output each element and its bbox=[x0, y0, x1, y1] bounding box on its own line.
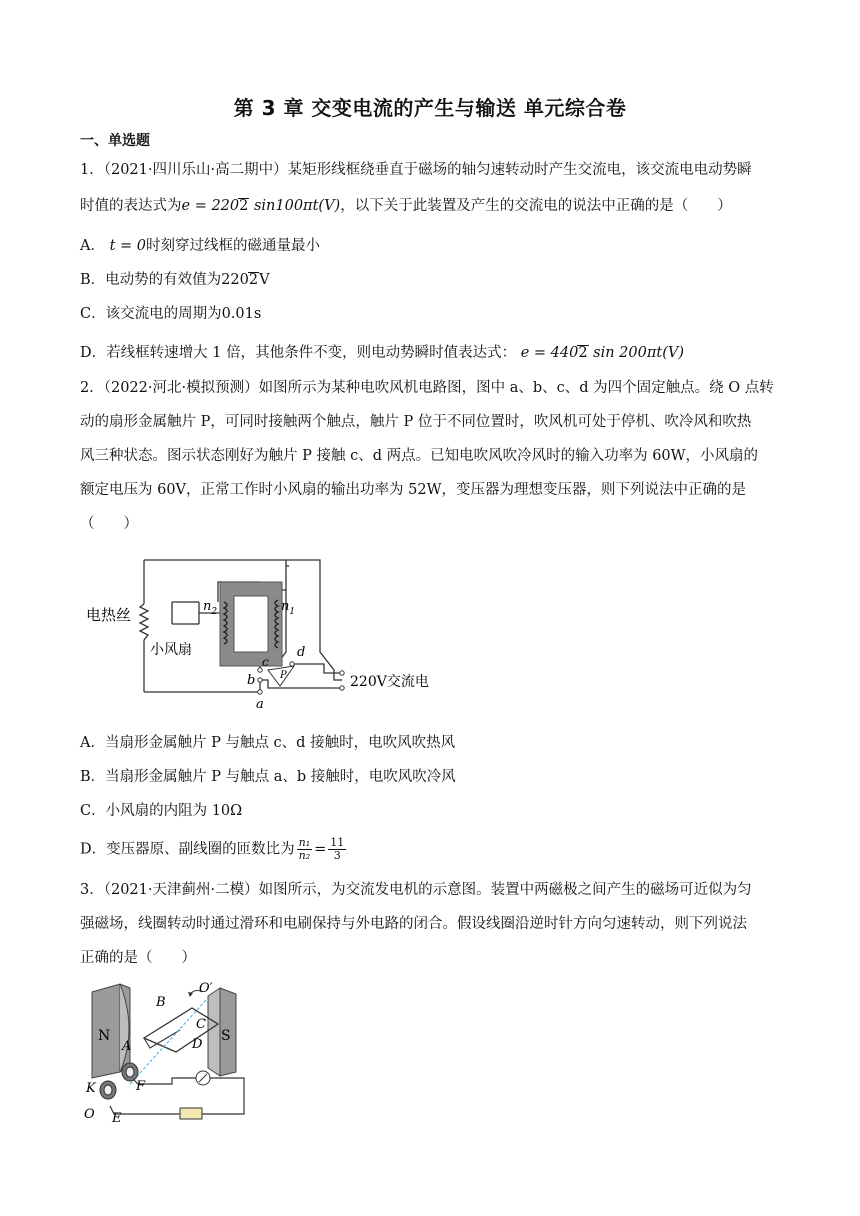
terminal-2 bbox=[340, 686, 344, 690]
contact-b-label: b bbox=[247, 673, 256, 688]
q1-option-d-expression: e = 4402 sin 200πt(V) bbox=[520, 345, 685, 361]
q2-option-d: D．变压器原、副线圈的匝数比为 $\frac{\text{n₁}}{\text{n₂}}$ = $\frac{11}{3}$ bbox=[80, 836, 345, 862]
contact-a bbox=[258, 690, 262, 694]
n1-label: $n_1$ bbox=[281, 599, 296, 617]
q1-option-b: B．电动势的有效值为2202V bbox=[80, 272, 270, 288]
ac-generator-diagram bbox=[80, 980, 260, 1126]
q2-stem-line3: 风三种状态。图示状态刚好为触片 P 接触 c、d 两点。已知电吹风吹冷风时的输入功率为 60W，小风扇的 bbox=[80, 448, 759, 464]
supply-label: 220V交流电 bbox=[350, 674, 429, 690]
fan-label: 小风扇 bbox=[150, 642, 192, 658]
page-title: 第 3 章 交变电流的产生与输送 单元综合卷 bbox=[233, 96, 627, 120]
section-heading: 一、单选题 bbox=[80, 133, 150, 149]
q2-option-b: B．当扇形金属触片 P 与触点 a、b 接触时，电吹风吹冷风 bbox=[80, 769, 456, 785]
q1-expression: e = 2202 sin100πt(V) bbox=[181, 198, 341, 214]
contact-b bbox=[258, 678, 262, 682]
label-n: N bbox=[98, 1028, 111, 1044]
contact-d-label: d bbox=[297, 645, 306, 660]
q2-stem-line4: 额定电压为 60V，正常工作时小风扇的输出功率为 52W，变压器为理想变压器，则下列说法中正确的是 bbox=[80, 482, 746, 498]
sector-p-label: P bbox=[280, 670, 287, 681]
q3-stem-line2: 强磁场，线圈转动时通过滑环和电刷保持与外电路的闭合。假设线圈沿逆时针方向匀速转动，则下列说法 bbox=[80, 916, 747, 932]
q3-stem-line1: 3．（2021·天津蓟州·二模）如图所示，为交流发电机的示意图。装置中两磁极之间产生的磁场可近似为匀 bbox=[80, 882, 752, 898]
label-a: A bbox=[122, 1039, 132, 1054]
q2-option-a: A．当扇形金属触片 P 与触点 c、d 接触时，电吹风吹热风 bbox=[80, 735, 456, 751]
q2-stem-line2: 动的扇形金属触片 P，可同时接触两个触点，触片 P 位于不同位置时，吹风机可处于停机、吹冷风和吹热 bbox=[80, 414, 752, 430]
q2-stem-line5: （ ） bbox=[80, 516, 138, 532]
q1-stem-line2: 时值的表达式为e = 2202 sin100πt(V)，以下关于此装置及产生的交流电的说法中正确的是（ ） bbox=[80, 198, 732, 214]
q1-stem-line1: 1．（2021·四川乐山·高二期中）某矩形线框绕垂直于磁场的轴匀速转动时产生交流电，该交流电电动势瞬 bbox=[80, 162, 752, 178]
q2-option-c: C．小风扇的内阻为 10Ω bbox=[80, 803, 243, 819]
label-e: E bbox=[112, 1111, 122, 1126]
contact-c-label: c bbox=[262, 655, 269, 669]
q1-option-c: C．该交流电的周期为0.01s bbox=[80, 306, 262, 322]
q1-option-d: D．若线框转速增大 1 倍，其他条件不变，则电动势瞬时值表达式： e = 4402 sin 200πt(V) bbox=[80, 345, 685, 361]
q1-option-a: A． t = 0时刻穿过线框的磁通量最小 bbox=[80, 238, 321, 254]
label-o: O bbox=[84, 1107, 95, 1122]
terminal-1 bbox=[340, 671, 344, 675]
label-s: S bbox=[221, 1028, 231, 1044]
q3-stem-line3: 正确的是（ ） bbox=[80, 950, 196, 966]
resistor-icon bbox=[180, 1108, 202, 1119]
contact-a-label: a bbox=[256, 697, 264, 712]
heater-label: 电热丝 bbox=[86, 606, 132, 624]
label-d: D bbox=[192, 1037, 203, 1052]
contact-d bbox=[290, 662, 294, 666]
label-f: F bbox=[136, 1079, 146, 1094]
label-b: B bbox=[156, 995, 166, 1010]
hair-dryer-circuit-diagram bbox=[84, 552, 454, 712]
label-o-prime: O′ bbox=[199, 981, 213, 996]
n2-label: $n_2$ bbox=[203, 599, 218, 617]
label-c: C bbox=[196, 1017, 206, 1032]
label-k: K bbox=[86, 1081, 96, 1096]
q2-stem-line1: 2．（2022·河北·模拟预测）如图所示为某种电吹风机电路图，图中 a、b、c、d 为四个固定触点。绕 O 点转 bbox=[80, 380, 774, 396]
